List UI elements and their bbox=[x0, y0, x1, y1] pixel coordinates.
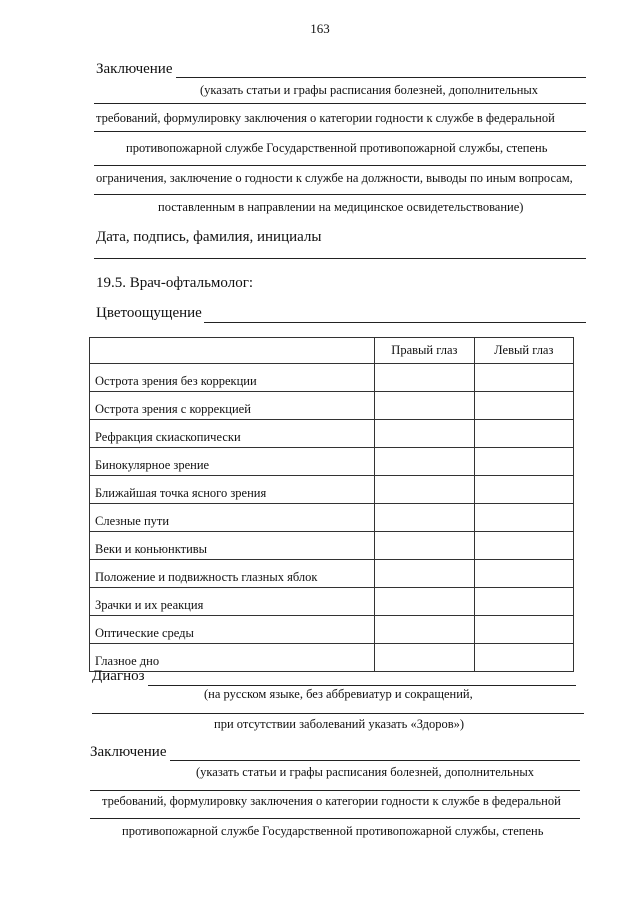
table-row bbox=[90, 448, 574, 476]
right-eye-cell[interactable] bbox=[375, 420, 474, 448]
table-row bbox=[90, 532, 574, 560]
conclusion-input-line[interactable] bbox=[94, 131, 586, 132]
exam-parameter-label: Острота зрения без коррекции bbox=[90, 364, 375, 392]
conclusion-input-line[interactable] bbox=[94, 165, 586, 166]
left-eye-cell[interactable] bbox=[474, 504, 573, 532]
conclusion-label: Заключение bbox=[90, 744, 167, 760]
exam-parameter-label: Веки и коньюнктивы bbox=[90, 532, 375, 560]
table-row bbox=[90, 560, 574, 588]
exam-parameter-label: Ближайшая точка ясного зрения bbox=[90, 476, 375, 504]
conclusion-input-line[interactable] bbox=[94, 103, 586, 104]
conclusion-input-line[interactable] bbox=[170, 760, 580, 761]
section-title: 19.5. Врач-офтальмолог: bbox=[96, 275, 254, 291]
right-eye-cell[interactable] bbox=[375, 392, 474, 420]
table-row bbox=[90, 588, 574, 616]
exam-parameter-label: Оптические среды bbox=[90, 616, 375, 644]
right-eye-cell[interactable] bbox=[375, 532, 474, 560]
table-header-left-eye: Левый глаз bbox=[474, 338, 573, 364]
conclusion-hint-line: поставленным в направлении на медицинское освидетельствование) bbox=[158, 200, 524, 214]
exam-parameter-label: Зрачки и их реакция bbox=[90, 588, 375, 616]
diagnosis-input-line[interactable] bbox=[148, 685, 576, 686]
conclusion-input-line[interactable] bbox=[90, 790, 580, 791]
conclusion-hint-line: (указать статьи и графы расписания болезней, дополнительных bbox=[196, 765, 535, 779]
right-eye-cell[interactable] bbox=[375, 560, 474, 588]
conclusion-hint-line: противопожарной службе Государственной противопожарной службы, степень bbox=[126, 141, 548, 155]
exam-parameter-label: Бинокулярное зрение bbox=[90, 448, 375, 476]
right-eye-cell[interactable] bbox=[375, 644, 474, 672]
color-perception-label: Цветоощущение bbox=[96, 305, 202, 321]
left-eye-cell[interactable] bbox=[474, 532, 573, 560]
conclusion-input-line[interactable] bbox=[90, 818, 580, 819]
table-header-right-eye: Правый глаз bbox=[375, 338, 474, 364]
right-eye-cell[interactable] bbox=[375, 504, 474, 532]
left-eye-cell[interactable] bbox=[474, 448, 573, 476]
table-row bbox=[90, 364, 574, 392]
exam-parameter-label: Положение и подвижность глазных яблок bbox=[90, 560, 375, 588]
left-eye-cell[interactable] bbox=[474, 588, 573, 616]
conclusion-label: Заключение bbox=[96, 61, 173, 77]
diagnosis-input-line[interactable] bbox=[92, 713, 584, 714]
table-row bbox=[90, 644, 574, 672]
right-eye-cell[interactable] bbox=[375, 448, 474, 476]
right-eye-cell[interactable] bbox=[375, 588, 474, 616]
ophthalmology-exam-table bbox=[89, 337, 574, 672]
diagnosis-hint-line: при отсутствии заболеваний указать «Здоров») bbox=[214, 717, 465, 731]
table-row bbox=[90, 476, 574, 504]
table-row bbox=[90, 616, 574, 644]
exam-parameter-label: Острота зрения с коррекцией bbox=[90, 392, 375, 420]
table-row bbox=[90, 420, 574, 448]
page-number: 163 bbox=[310, 21, 330, 36]
left-eye-cell[interactable] bbox=[474, 616, 573, 644]
left-eye-cell[interactable] bbox=[474, 392, 573, 420]
color-perception-input-line[interactable] bbox=[204, 322, 586, 323]
right-eye-cell[interactable] bbox=[375, 476, 474, 504]
left-eye-cell[interactable] bbox=[474, 420, 573, 448]
conclusion-hint-line: противопожарной службе Государственной противопожарной службы, степень bbox=[122, 824, 544, 838]
exam-parameter-label: Слезные пути bbox=[90, 504, 375, 532]
exam-parameter-label: Глазное дно bbox=[90, 644, 375, 672]
conclusion-hint-line: требований, формулировку заключения о категории годности к службе в федеральной bbox=[96, 111, 555, 125]
left-eye-cell[interactable] bbox=[474, 560, 573, 588]
right-eye-cell[interactable] bbox=[375, 364, 474, 392]
table-row bbox=[90, 504, 574, 532]
left-eye-cell[interactable] bbox=[474, 476, 573, 504]
diagnosis-label: Диагноз bbox=[92, 668, 145, 684]
conclusion-hint-line: ограничения, заключение о годности к службе на должности, выводы по иным вопросам, bbox=[96, 171, 573, 185]
conclusion-hint-line: (указать статьи и графы расписания болезней, дополнительных bbox=[200, 83, 539, 97]
left-eye-cell[interactable] bbox=[474, 644, 573, 672]
signature-input-line[interactable] bbox=[94, 258, 586, 259]
left-eye-cell[interactable] bbox=[474, 364, 573, 392]
conclusion-input-line[interactable] bbox=[94, 194, 586, 195]
signature-label: Дата, подпись, фамилия, инициалы bbox=[96, 229, 322, 245]
table-row bbox=[90, 392, 574, 420]
conclusion-hint-line: требований, формулировку заключения о категории годности к службе в федеральной bbox=[102, 794, 561, 808]
table-header-cell bbox=[90, 338, 375, 364]
right-eye-cell[interactable] bbox=[375, 616, 474, 644]
exam-parameter-label: Рефракция скиаскопически bbox=[90, 420, 375, 448]
conclusion-input-line[interactable] bbox=[176, 77, 586, 78]
table-header-row bbox=[90, 338, 574, 364]
diagnosis-hint-line: (на русском языке, без аббревиатур и сокращений, bbox=[204, 687, 473, 701]
